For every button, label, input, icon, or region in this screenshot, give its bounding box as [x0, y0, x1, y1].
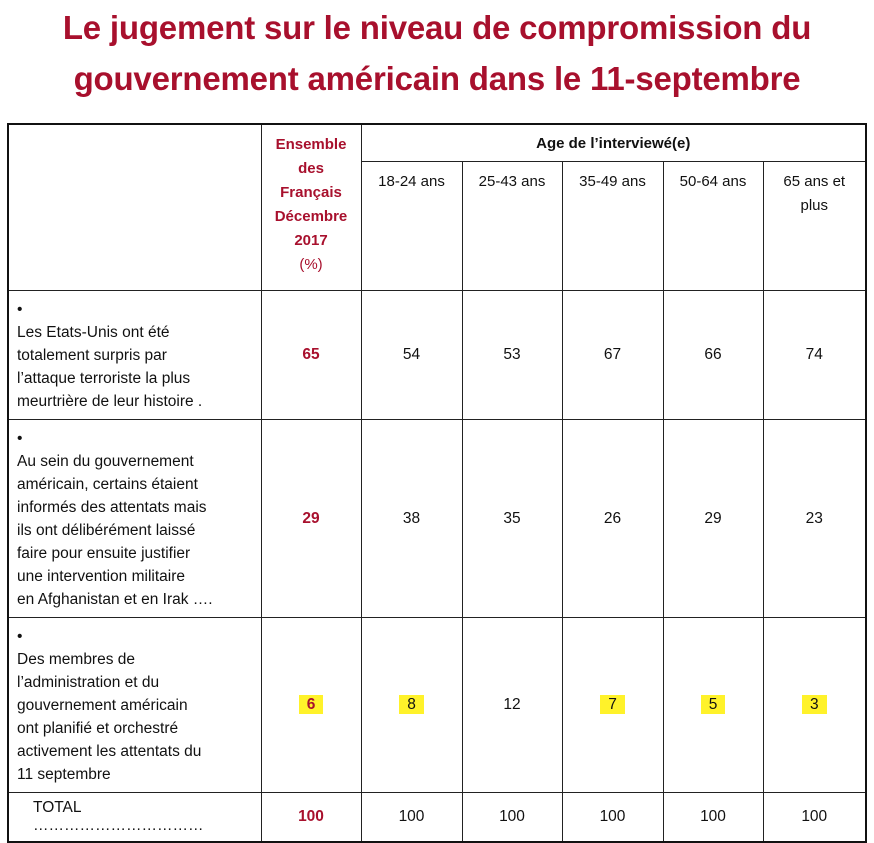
- highlighted-value: 8: [399, 695, 424, 714]
- row-label-line: 11 septembre: [17, 766, 111, 783]
- row-label-line: totalement surpris par: [17, 347, 167, 364]
- age-col-65-plus: [763, 162, 866, 291]
- row-label-line: ont planifié et orchestré: [17, 720, 179, 737]
- highlighted-value: 3: [802, 695, 827, 714]
- title-line-2: gouvernement américain dans le 11-septembre: [73, 60, 801, 97]
- cell-value: 26: [562, 420, 663, 618]
- page-title: [6, 2, 868, 104]
- cell-value: 66: [663, 291, 763, 420]
- total-label: TOTAL ……………………………: [8, 793, 261, 843]
- row-label-line: en Afghanistan et en Irak ….: [17, 591, 213, 608]
- table-row: [8, 618, 866, 793]
- ensemble-value: 29: [261, 420, 361, 618]
- ensemble-value: [261, 618, 361, 793]
- row-label-line: Les Etats-Unis ont été: [17, 324, 170, 341]
- total-value: 100: [763, 793, 866, 843]
- ensemble-header-line-2: des: [298, 160, 324, 177]
- total-value: 100: [562, 793, 663, 843]
- table-row: [8, 420, 866, 618]
- cell-value: 67: [562, 291, 663, 420]
- title-line-1: Le jugement sur le niveau de compromission du: [62, 9, 812, 46]
- cell-value: 53: [462, 291, 562, 420]
- age-col-18-24: 18-24 ans: [361, 162, 462, 291]
- ensemble-header-line-5: 2017: [294, 232, 328, 249]
- cell-value: 54: [361, 291, 462, 420]
- row-label-line: Au sein du gouvernement: [17, 453, 194, 470]
- ensemble-unit: (%): [299, 256, 323, 273]
- total-value: 100: [462, 793, 562, 843]
- row-label-line: une intervention militaire: [17, 568, 186, 585]
- cell-value: [361, 618, 462, 793]
- cell-value: [663, 618, 763, 793]
- ensemble-header-line-1: Ensemble: [275, 136, 347, 153]
- ensemble-header: [261, 124, 361, 291]
- ensemble-value: 65: [261, 291, 361, 420]
- row-label-line: gouvernement américain: [17, 697, 188, 714]
- row-label-line: l’attaque terroriste la plus: [17, 370, 191, 387]
- age-col-50-64: 50-64 ans: [663, 162, 763, 291]
- total-row: [8, 793, 866, 843]
- table-row: [8, 291, 866, 420]
- row-label-line: activement les attentats du: [17, 743, 202, 760]
- age-col-65-line-1: 65 ans et: [783, 173, 846, 190]
- row-label-line: l’administration et du: [17, 674, 160, 691]
- age-col-65-line-2: plus: [800, 197, 829, 214]
- total-value: 100: [361, 793, 462, 843]
- ensemble-header-line-4: Décembre: [274, 208, 348, 225]
- cell-value: 38: [361, 420, 462, 618]
- row-label-line: meurtrière de leur histoire .: [17, 393, 203, 410]
- header-empty-cell: [8, 124, 261, 291]
- total-value: 100: [663, 793, 763, 843]
- age-col-35-49: 35-49 ans: [562, 162, 663, 291]
- total-ensemble: 100: [261, 793, 361, 843]
- highlighted-value: 5: [701, 695, 726, 714]
- highlighted-value: 7: [600, 695, 625, 714]
- row-label-line: ils ont délibérément laissé: [17, 522, 196, 539]
- cell-value: 12: [462, 618, 562, 793]
- row-label-line: Des membres de: [17, 651, 136, 668]
- highlighted-value: 6: [299, 695, 324, 714]
- cell-value: 29: [663, 420, 763, 618]
- cell-value: 74: [763, 291, 866, 420]
- cell-value: 35: [462, 420, 562, 618]
- row-label: [8, 420, 261, 618]
- row-label: [8, 291, 261, 420]
- bullet-icon: •: [17, 628, 23, 645]
- age-col-25-43: 25-43 ans: [462, 162, 562, 291]
- age-header: Age de l’interviewé(e): [361, 124, 866, 162]
- cell-value: [562, 618, 663, 793]
- ensemble-header-line-3: Français: [280, 184, 342, 201]
- cell-value: [763, 618, 866, 793]
- row-label-line: américain, certains étaient: [17, 476, 198, 493]
- results-table: [7, 123, 867, 843]
- bullet-icon: •: [17, 301, 23, 318]
- bullet-icon: •: [17, 430, 23, 447]
- row-label: [8, 618, 261, 793]
- cell-value: 23: [763, 420, 866, 618]
- row-label-line: faire pour ensuite justifier: [17, 545, 191, 562]
- row-label-line: informés des attentats mais: [17, 499, 207, 516]
